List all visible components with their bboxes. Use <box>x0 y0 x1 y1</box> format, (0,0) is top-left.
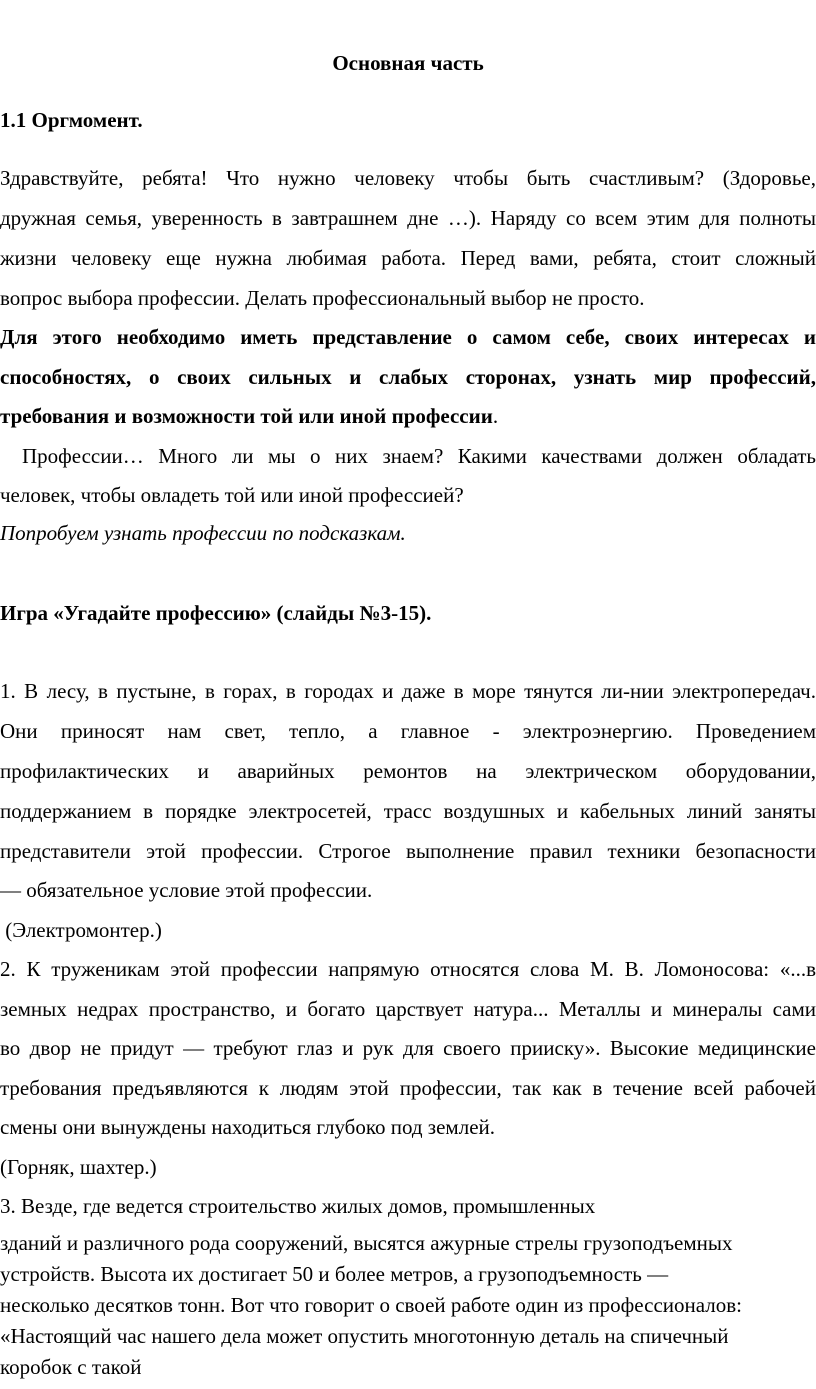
intro-line: жизни человеку еще нужна любимая работа. Перед вами, ребята, стоит сложный <box>0 246 816 270</box>
bold-line-last <box>0 403 816 429</box>
riddle-line: Они приносят нам свет, тепло, а главное - электроэнергию. Проведением <box>0 719 816 743</box>
section-title: 1.1 Оргмомент. <box>0 108 143 132</box>
game-title: Игра «Угадайте профессию» (слайды №3-15). <box>0 601 432 625</box>
riddle-line: земных недрах пространство, и богато царствует натура... Металлы и минералы сами <box>0 997 816 1021</box>
riddle-line: устройств. Высота их достигает 50 и более метров, а грузоподъемность — <box>0 1262 669 1286</box>
riddle-line: требования предъявляются к людям этой профессии, так как в течение всей рабочей <box>0 1076 816 1100</box>
riddle-line: 3. Везде, где ведется строительство жилых домов, промышленных <box>0 1194 596 1218</box>
riddle-line: 2. К труженикам этой профессии напрямую относятся слова М. В. Ломоносова: «...в <box>0 957 816 981</box>
riddle-line: 1. В лесу, в пустыне, в горах, в городах и даже в море тянутся ли-нии электропередач. <box>0 679 816 703</box>
intro-line: дружная семья, уверенность в завтрашнем дне …). Наряду со всем этим для полноты <box>0 206 816 230</box>
riddle-line: — обязательное условие этой профессии. <box>0 878 373 902</box>
riddle-line: профилактических и аварийных ремонтов на электрическом оборудовании, <box>0 759 816 783</box>
riddle-line: смены они вынуждены находиться глубоко под землей. <box>0 1115 495 1139</box>
italic-hint: Попробуем узнать профессии по подсказкам. <box>0 521 406 545</box>
riddle-line: «Настоящий час нашего дела может опустить многотонную деталь на спичечный <box>0 1324 729 1348</box>
riddle-line: несколько десятков тонн. Вот что говорит о своей работе один из профессионалов: <box>0 1293 742 1317</box>
intro-line: вопрос выбора профессии. Делать профессиональный выбор не просто. <box>0 286 645 310</box>
bold-line-text: требования и возможности той или иной профессии <box>0 404 493 428</box>
question-line: человек, чтобы овладеть той или иной профессией? <box>0 483 464 507</box>
riddle-line: представители этой профессии. Строгое выполнение правил техники безопасности <box>0 839 816 863</box>
bold-line: способностях, о своих сильных и слабых сторонах, узнать мир профессий, <box>0 365 816 389</box>
bold-line: Для этого необходимо иметь представление о самом себе, своих интересах и <box>0 325 816 349</box>
riddle-line: зданий и различного рода сооружений, высятся ажурные стрелы грузоподъемных <box>0 1231 733 1255</box>
answer-1: (Электромонтер.) <box>0 918 162 942</box>
main-heading: Основная часть <box>332 51 484 75</box>
question-line: Профессии… Много ли мы о них знаем? Какими качествами должен обладать <box>22 444 816 468</box>
riddle-line: поддержанием в порядке электросетей, трасс воздушных и кабельных линий заняты <box>0 799 816 823</box>
answer-2: (Горняк, шахтер.) <box>0 1155 157 1179</box>
riddle-line: во двор не придут — требуют глаз и рук для своего прииску». Высокие медицинские <box>0 1036 816 1060</box>
intro-line: Здравствуйте, ребята! Что нужно человеку чтобы быть счастливым? (Здоровье, <box>0 166 816 190</box>
bold-line-dot: . <box>492 404 499 428</box>
riddle-line: коробок с такой <box>0 1355 142 1379</box>
